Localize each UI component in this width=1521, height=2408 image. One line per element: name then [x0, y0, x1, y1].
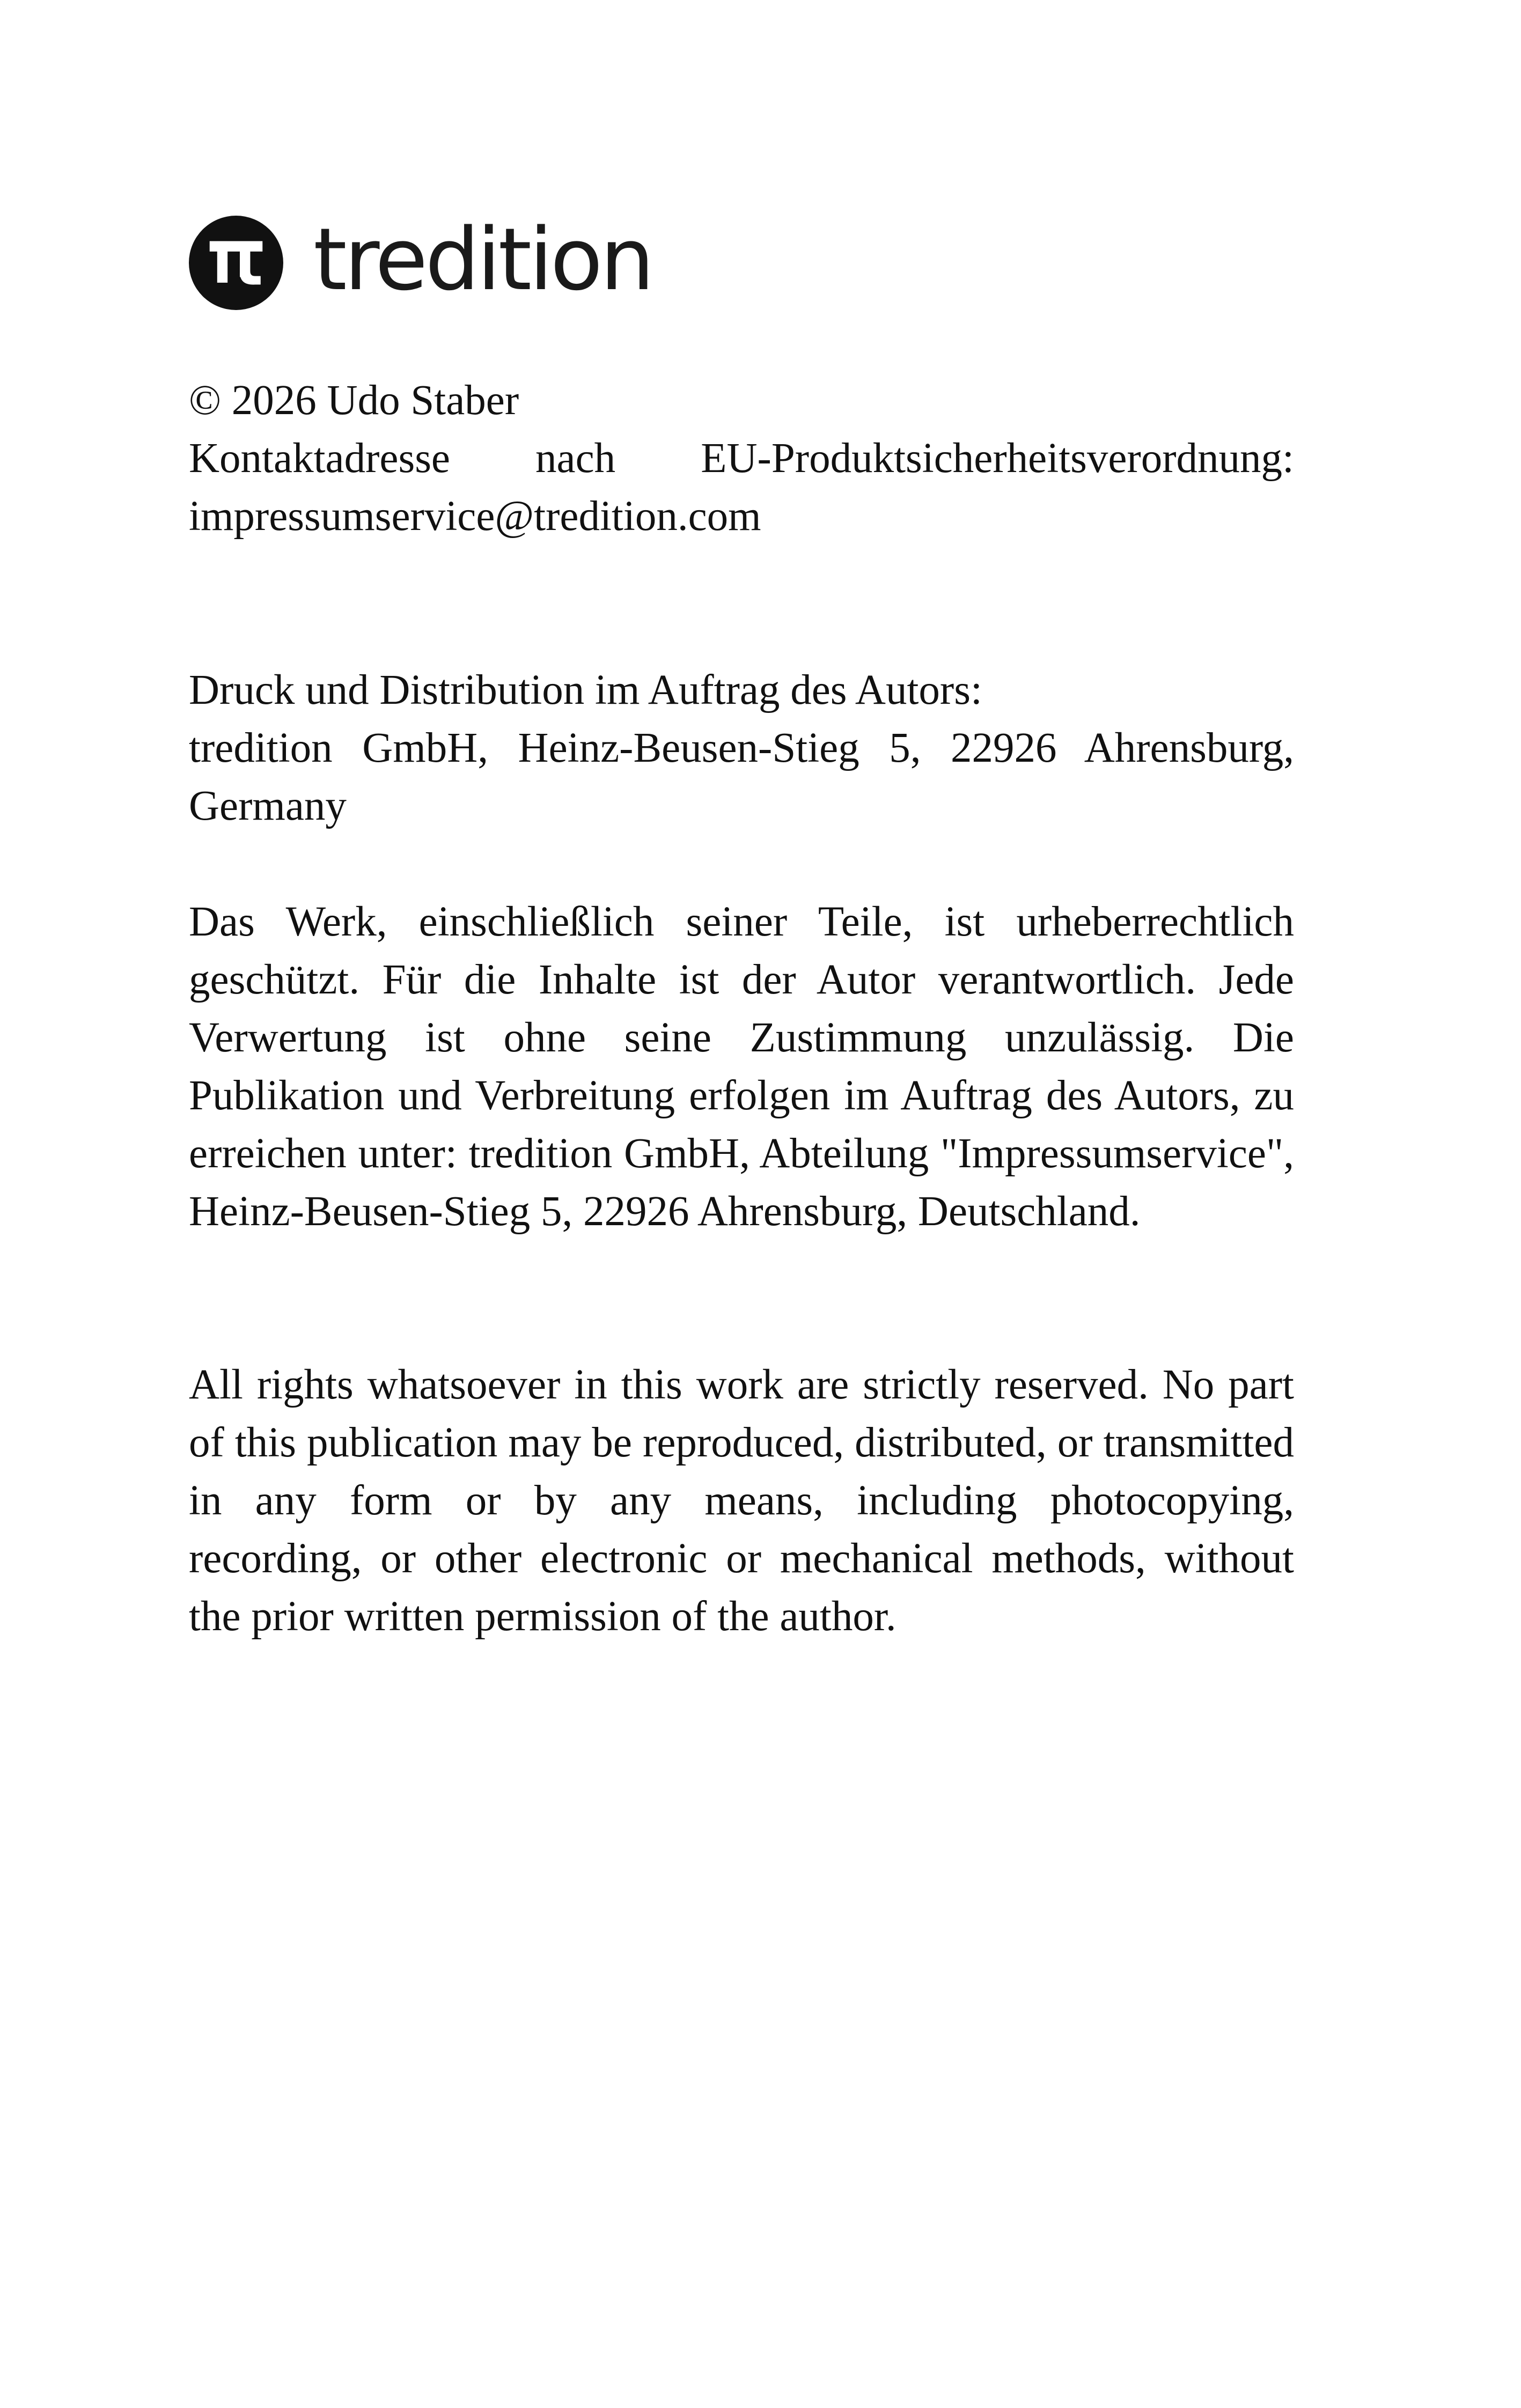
- german-rights-notice: Das Werk, einschließlich seiner Teile, ist urheberrechtlich geschützt. Für die Inhalte ist der Autor verantwortlich. Jede Verwertung ist ohne seine Zustimmung unzulässig. Die Publikation und Verbreitung erfolgen im Auftrag des Autors, zu erreichen unter: tredition GmbH, Abteilung "Impressumservice", Heinz-Beusen-Stieg 5, 22926 Ahrensburg, Deutschland.: [189, 899, 1294, 1235]
- distribution-line-3: Germany: [189, 783, 347, 829]
- english-rights-notice: All rights whatsoever in this work are strictly reserved. No part of this publication may be reproduced, distributed, or transmitted in any form or by any means, including photocopying, recording, or other electronic or mechanical methods, without the prior written permission of the author.: [189, 1361, 1294, 1640]
- distribution-block: [189, 661, 1294, 835]
- copyright-block: [189, 372, 1294, 546]
- tredition-logo-icon: [189, 216, 283, 310]
- distribution-line-2: tredition GmbH, Heinz-Beusen-Stieg 5, 22926 Ahrensburg,: [189, 725, 1294, 771]
- spacer: [189, 835, 1294, 893]
- distribution-line-1: Druck und Distribution im Auftrag des Autors:: [189, 667, 982, 713]
- spacer: [189, 546, 1294, 661]
- publisher-logo: [189, 209, 1294, 314]
- imprint-page: [189, 209, 1294, 1646]
- spacer: [189, 1241, 1294, 1356]
- contact-label: Kontaktadresse nach EU-Produktsicherheitsverordnung:: [189, 435, 1294, 482]
- copyright-line: © 2026 Udo Staber: [189, 377, 519, 424]
- logo-wordmark: tredition: [313, 209, 652, 310]
- contact-email: impressumservice@tredition.com: [189, 493, 761, 540]
